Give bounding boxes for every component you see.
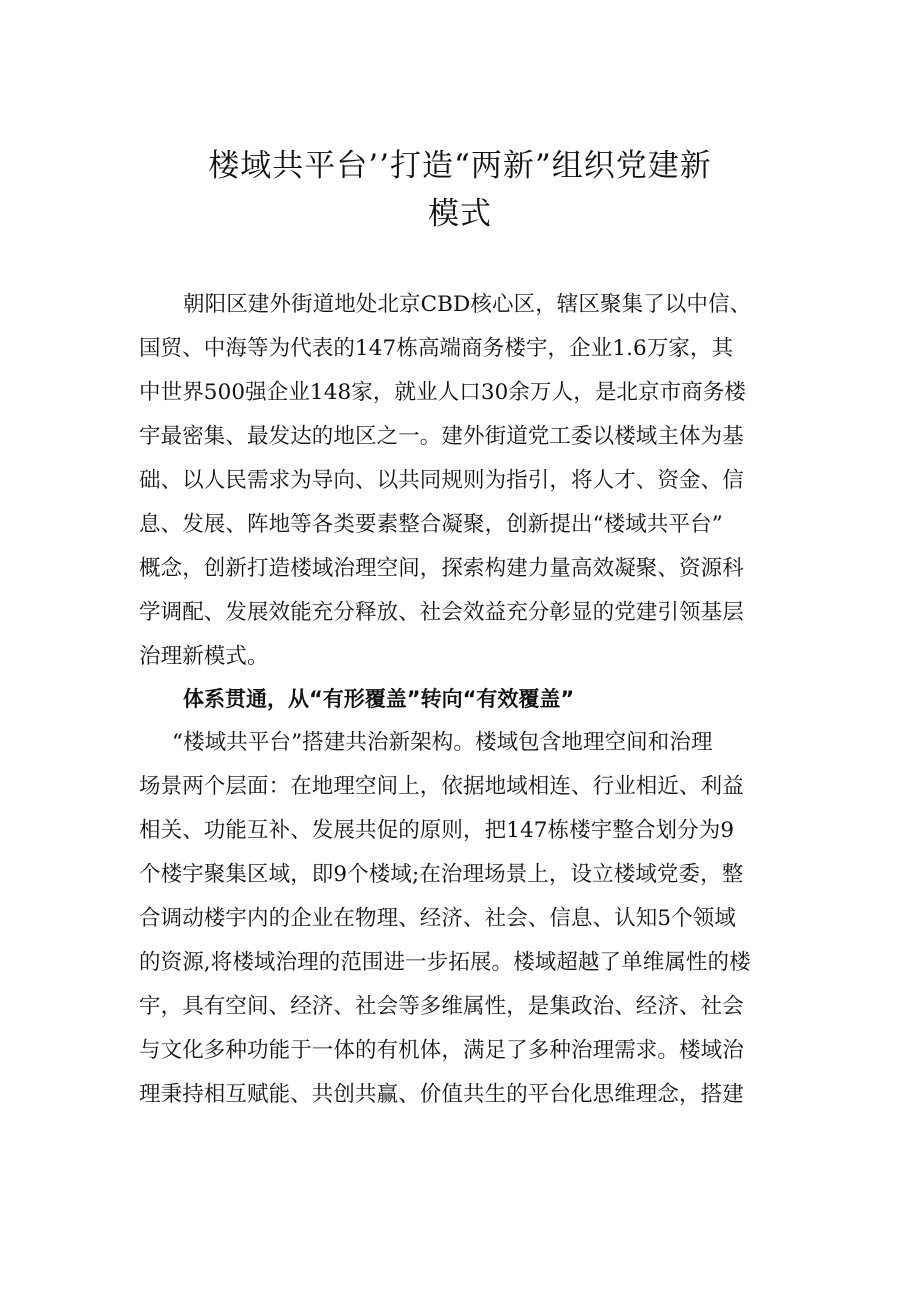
paragraph-2-line-3: 相关、功能互补、发展共促的原则，把147栋楼宇整合划分为9 (139, 818, 735, 843)
paragraph-2-line-4: 个楼宇聚集区域，即9个楼域;在治理场景上，设立楼域党委，整 (139, 862, 744, 887)
paragraph-2-line-8: 与文化多种功能于一体的有机体，满足了多种治理需求。楼域治 (139, 1038, 744, 1063)
paragraph-2-line-6: 的资源,将楼域治理的范围进一步拓展。楼域超越了单维属性的楼 (139, 950, 751, 975)
paragraph-1-line-9: 治理新模式。 (139, 644, 269, 669)
paragraph-1-line-5: 础、以人民需求为导向、以共同规则为指引，将人才、资金、信 (139, 468, 744, 493)
paragraph-1-line-4: 宇最密集、最发达的地区之一。建外街道党工委以楼域主体为基 (139, 424, 744, 449)
paragraph-1-line-8: 学调配、发展效能充分释放、社会效益充分彰显的党建引领基层 (139, 600, 744, 625)
paragraph-2-line-5: 合调动楼宇内的企业在物理、经济、社会、信息、认知5个领域 (139, 906, 736, 931)
paragraph-1-line-2: 国贸、中海等为代表的147栋高端商务楼宇，企业1.6万家，其 (139, 336, 734, 361)
paragraph-1-line-7: 概念，创新打造楼域治理空间，探索构建力量高效凝聚、资源科 (139, 556, 744, 581)
section-heading: 体系贯通，从“有形覆盖”转向“有效覆盖” (183, 687, 575, 711)
paragraph-2-line-2: 场景两个层面：在地理空间上，依据地域相连、行业相近、利益 (139, 774, 744, 799)
paragraph-1-line-6: 息、发展、阵地等各类要素整合凝聚，创新提出“楼域共平台” (139, 512, 723, 537)
paragraph-2-line-7: 宇，具有空间、经济、社会等多维属性，是集政治、经济、社会 (139, 994, 744, 1019)
paragraph-1-line-3: 中世界500强企业148家，就业人口30余万人，是北京市商务楼 (139, 380, 747, 405)
document-title-line-2: 模式 (428, 196, 492, 232)
paragraph-2-line-1: “楼域共平台”搭建共治新架构。楼域包含地理空间和治理 (172, 730, 713, 755)
paragraph-2-line-9: 理秉持相互赋能、共创共赢、价值共生的平台化思维理念，搭建 (139, 1082, 744, 1107)
paragraph-1-line-1: 朝阳区建外街道地处北京CBD核心区，辖区聚集了以中信、 (183, 292, 752, 317)
document-title-line-1: 楼域共平台’’打造“两新”组织党建新 (208, 148, 712, 184)
